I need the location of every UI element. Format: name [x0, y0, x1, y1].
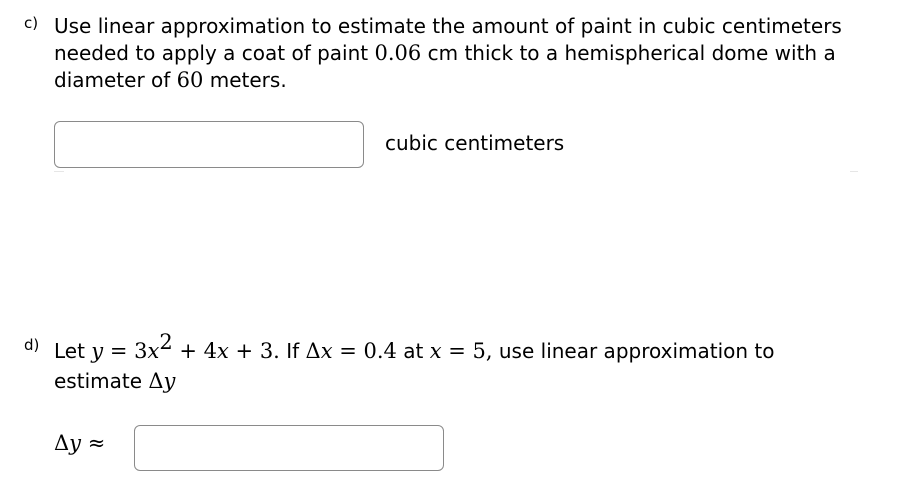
- var-x-2: x: [217, 339, 229, 363]
- part-c-line-1: Use linear approximation to estimate the amount of paint in cubic centimeters: [54, 14, 842, 38]
- plus-3: + 3.: [228, 339, 280, 363]
- part-c-line-2-a: needed to apply a coat of paint: [54, 41, 375, 65]
- at-text: at: [396, 339, 430, 363]
- part-c-label: c): [24, 14, 39, 32]
- divider-left: [54, 171, 64, 172]
- part-d-line-2: [54, 368, 914, 395]
- part-d-answer-input[interactable]: [134, 425, 444, 471]
- part-d-line-1: [54, 330, 914, 365]
- var-x-3: x: [320, 339, 333, 363]
- approx-symbol: ≈: [81, 431, 106, 455]
- var-y-3: y: [69, 431, 82, 455]
- part-d-rest: use linear approximation to: [492, 339, 775, 363]
- var-x-1: x: [147, 339, 160, 363]
- part-c-line-3-a: diameter of: [54, 68, 177, 92]
- dome-diameter-value: 60: [176, 68, 204, 92]
- divider-right: [850, 171, 858, 172]
- delta-y-approx-label: [54, 431, 105, 455]
- estimate-text: estimate: [54, 369, 149, 393]
- part-c-line-2-c: cm thick to a hemispherical dome with a: [421, 41, 836, 65]
- part-c-unit-label: cubic centimeters: [385, 131, 565, 155]
- part-d-label: d): [24, 336, 40, 354]
- exponent-2: 2: [159, 330, 173, 354]
- part-c-line-3: [54, 67, 914, 94]
- paint-thickness-value: 0.06: [374, 41, 422, 65]
- var-y-2: y: [163, 369, 176, 393]
- delta-symbol-1: Δ: [305, 339, 321, 363]
- x-value: = 5,: [441, 339, 493, 363]
- part-c-line-3-c: meters.: [203, 68, 287, 92]
- delta-symbol-3: Δ: [54, 431, 70, 455]
- delta-x-value: = 0.4: [332, 339, 397, 363]
- plus-4: + 4: [172, 339, 218, 363]
- var-y: y: [91, 339, 104, 363]
- part-c-line-2: [54, 40, 914, 67]
- equals-1: =: [103, 339, 135, 363]
- part-c-answer-input[interactable]: [54, 121, 364, 168]
- var-x-4: x: [429, 339, 442, 363]
- let-text: Let: [54, 339, 92, 363]
- part-d-question: [54, 330, 914, 395]
- delta-symbol-2: Δ: [148, 369, 164, 393]
- if-text: If: [279, 339, 306, 363]
- part-c-question: [54, 13, 914, 94]
- coef-3: 3: [134, 339, 148, 363]
